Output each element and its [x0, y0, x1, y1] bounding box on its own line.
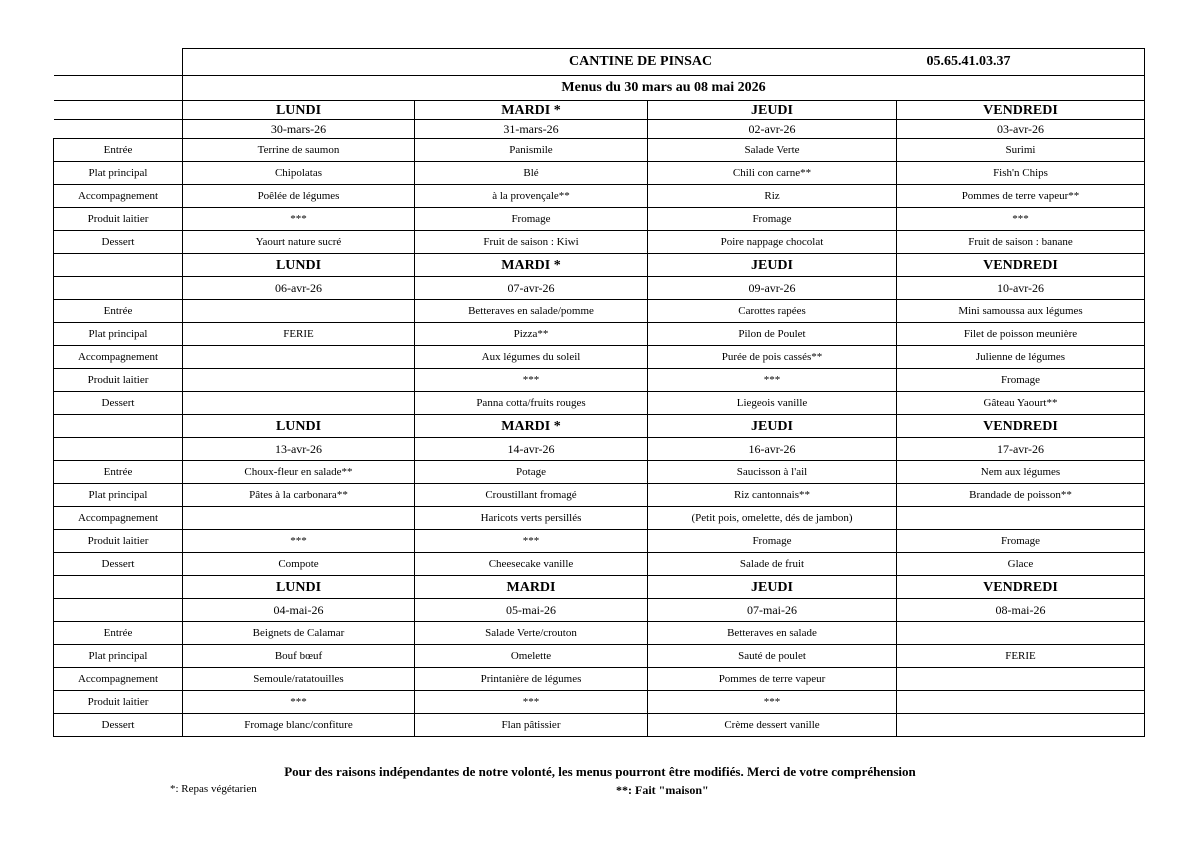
date-cell: 08-mai-26	[897, 599, 1145, 622]
course-label: Plat principal	[54, 162, 183, 185]
menu-item: Flan pâtissier	[415, 714, 648, 737]
menu-item: Fish'n Chips	[897, 162, 1145, 185]
menu-item	[897, 691, 1145, 714]
course-label: Dessert	[54, 714, 183, 737]
date-cell: 30-mars-26	[183, 120, 415, 139]
course-label: Entrée	[54, 622, 183, 645]
menu-item: Semoule/ratatouilles	[183, 668, 415, 691]
menu-row	[54, 507, 1145, 530]
date-label	[54, 120, 183, 139]
menu-item: Crème dessert vanille	[648, 714, 897, 737]
menu-period: Menus du 30 mars au 08 mai 2026	[183, 76, 1145, 101]
menu-item: Beignets de Calamar	[183, 622, 415, 645]
menu-item: Poêlée de légumes	[183, 185, 415, 208]
menu-item: Pizza**	[415, 323, 648, 346]
menu-item	[897, 668, 1145, 691]
menu-item: Chili con carne**	[648, 162, 897, 185]
menu-item: Saucisson à l'ail	[648, 461, 897, 484]
menu-item: à la provençale**	[415, 185, 648, 208]
menu-item: FERIE	[183, 323, 415, 346]
menu-item: Cheesecake vanille	[415, 553, 648, 576]
day-header-row	[54, 576, 1145, 599]
course-label: Entrée	[54, 461, 183, 484]
menu-row	[54, 645, 1145, 668]
menu-row	[54, 714, 1145, 737]
day-header-label	[54, 101, 183, 120]
menu-item	[897, 714, 1145, 737]
menu-item: Betteraves en salade	[648, 622, 897, 645]
menu-row	[54, 691, 1145, 714]
menu-item: Potage	[415, 461, 648, 484]
date-cell: 05-mai-26	[415, 599, 648, 622]
day-name: JEUDI	[648, 576, 897, 599]
menu-item: Pilon de Poulet	[648, 323, 897, 346]
menu-item: Fromage blanc/confiture	[183, 714, 415, 737]
date-row	[54, 599, 1145, 622]
header-row	[54, 49, 1145, 76]
menu-item: Omelette	[415, 645, 648, 668]
menu-item: Fromage	[897, 530, 1145, 553]
menu-item: (Petit pois, omelette, dés de jambon)	[648, 507, 897, 530]
menu-item: ***	[648, 691, 897, 714]
day-header-row	[54, 101, 1145, 120]
menu-item: ***	[183, 530, 415, 553]
day-name: JEUDI	[648, 254, 897, 277]
menu-item: ***	[183, 691, 415, 714]
course-label: Dessert	[54, 553, 183, 576]
menu-item: Riz	[648, 185, 897, 208]
menu-item: Purée de pois cassés**	[648, 346, 897, 369]
day-name: LUNDI	[183, 254, 415, 277]
day-name: JEUDI	[648, 415, 897, 438]
menu-item: Fromage	[648, 530, 897, 553]
course-label: Entrée	[54, 139, 183, 162]
menu-item: ***	[415, 530, 648, 553]
menu-item: Gâteau Yaourt**	[897, 392, 1145, 415]
day-name: LUNDI	[183, 576, 415, 599]
menu-item: Printanière de légumes	[415, 668, 648, 691]
course-label: Dessert	[54, 231, 183, 254]
menu-item: Panna cotta/fruits rouges	[415, 392, 648, 415]
menu-item: Betteraves en salade/pomme	[415, 300, 648, 323]
day-header-row	[54, 254, 1145, 277]
corner-cell	[54, 76, 183, 101]
menu-item: Fruit de saison : banane	[897, 231, 1145, 254]
menu-item: Yaourt nature sucré	[183, 231, 415, 254]
day-header-label	[54, 576, 183, 599]
course-label: Produit laitier	[54, 691, 183, 714]
course-label: Produit laitier	[54, 369, 183, 392]
date-cell: 04-mai-26	[183, 599, 415, 622]
date-row	[54, 277, 1145, 300]
date-row	[54, 120, 1145, 139]
course-label: Accompagnement	[54, 507, 183, 530]
day-header-label	[54, 415, 183, 438]
day-name: VENDREDI	[897, 576, 1145, 599]
menu-item: Salade Verte/crouton	[415, 622, 648, 645]
legend-vegetarian: *: Repas végétarien	[170, 783, 257, 795]
day-name: MARDI *	[415, 415, 648, 438]
course-label: Produit laitier	[54, 530, 183, 553]
day-header-label	[54, 254, 183, 277]
date-cell: 10-avr-26	[897, 277, 1145, 300]
menu-item	[897, 507, 1145, 530]
menu-item: ***	[415, 369, 648, 392]
date-row	[54, 438, 1145, 461]
course-label: Plat principal	[54, 484, 183, 507]
menu-item: Fromage	[897, 369, 1145, 392]
menu-row	[54, 392, 1145, 415]
menu-row	[54, 346, 1145, 369]
menu-item: Pommes de terre vapeur**	[897, 185, 1145, 208]
menu-item: Nem aux légumes	[897, 461, 1145, 484]
menu-item: Choux-fleur en salade**	[183, 461, 415, 484]
day-name: JEUDI	[648, 101, 897, 120]
menu-row	[54, 185, 1145, 208]
menu-item: Liegeois vanille	[648, 392, 897, 415]
menu-item: Pâtes à la carbonara**	[183, 484, 415, 507]
menu-item: Haricots verts persillés	[415, 507, 648, 530]
date-cell: 07-avr-26	[415, 277, 648, 300]
menu-item: ***	[648, 369, 897, 392]
subtitle-row	[54, 76, 1145, 101]
menu-item	[183, 369, 415, 392]
menu-item: Blé	[415, 162, 648, 185]
menu-item: Riz cantonnais**	[648, 484, 897, 507]
menu-item: Mini samoussa aux légumes	[897, 300, 1145, 323]
canteen-title: CANTINE DE PINSAC	[183, 49, 897, 76]
date-cell: 14-avr-26	[415, 438, 648, 461]
menu-item: FERIE	[897, 645, 1145, 668]
menu-row	[54, 300, 1145, 323]
menu-row	[54, 162, 1145, 185]
menu-item: Sauté de poulet	[648, 645, 897, 668]
legend-homemade: **: Fait "maison"	[616, 783, 709, 797]
menu-row	[54, 369, 1145, 392]
course-label: Plat principal	[54, 323, 183, 346]
date-label	[54, 277, 183, 300]
menu-item: ***	[897, 208, 1145, 231]
date-cell: 13-avr-26	[183, 438, 415, 461]
menu-row	[54, 553, 1145, 576]
menu-item: Fruit de saison : Kiwi	[415, 231, 648, 254]
day-name: MARDI *	[415, 101, 648, 120]
day-name: LUNDI	[183, 415, 415, 438]
menu-item	[183, 392, 415, 415]
date-label	[54, 438, 183, 461]
day-name: VENDREDI	[897, 101, 1145, 120]
menu-item: Salade Verte	[648, 139, 897, 162]
menu-item: Glace	[897, 553, 1145, 576]
menu-item: Carottes rapées	[648, 300, 897, 323]
footer-notice: Pour des raisons indépendantes de notre volonté, les menus pourront être modifiés. Merci de votre compréhension	[284, 764, 916, 779]
menu-item	[183, 507, 415, 530]
menu-row	[54, 622, 1145, 645]
menu-item: Julienne de légumes	[897, 346, 1145, 369]
menu-item: Terrine de saumon	[183, 139, 415, 162]
menu-item: Poire nappage chocolat	[648, 231, 897, 254]
date-cell: 06-avr-26	[183, 277, 415, 300]
menu-item: Compote	[183, 553, 415, 576]
menu-item: Brandade de poisson**	[897, 484, 1145, 507]
menu-item: Bouf bœuf	[183, 645, 415, 668]
date-cell: 31-mars-26	[415, 120, 648, 139]
menu-row	[54, 231, 1145, 254]
menu-table	[53, 48, 1145, 737]
menu-row	[54, 530, 1145, 553]
menu-item: Croustillant fromagé	[415, 484, 648, 507]
day-header-row	[54, 415, 1145, 438]
menu-item: Panismile	[415, 139, 648, 162]
menu-row	[54, 484, 1145, 507]
date-cell: 03-avr-26	[897, 120, 1145, 139]
date-cell: 16-avr-26	[648, 438, 897, 461]
menu-item: Aux légumes du soleil	[415, 346, 648, 369]
menu-row	[54, 139, 1145, 162]
corner-cell	[54, 49, 183, 76]
course-label: Accompagnement	[54, 668, 183, 691]
menu-item: Fromage	[415, 208, 648, 231]
day-name: VENDREDI	[897, 415, 1145, 438]
menu-item	[183, 300, 415, 323]
day-name: LUNDI	[183, 101, 415, 120]
date-cell: 07-mai-26	[648, 599, 897, 622]
day-name: VENDREDI	[897, 254, 1145, 277]
date-label	[54, 599, 183, 622]
menu-item: ***	[183, 208, 415, 231]
course-label: Accompagnement	[54, 346, 183, 369]
menu-item: Fromage	[648, 208, 897, 231]
course-label: Dessert	[54, 392, 183, 415]
menu-item: Chipolatas	[183, 162, 415, 185]
phone-number: 05.65.41.03.37	[897, 49, 1145, 76]
course-label: Produit laitier	[54, 208, 183, 231]
menu-item: Salade de fruit	[648, 553, 897, 576]
date-cell: 17-avr-26	[897, 438, 1145, 461]
date-cell: 09-avr-26	[648, 277, 897, 300]
menu-item: Surimi	[897, 139, 1145, 162]
day-name: MARDI	[415, 576, 648, 599]
course-label: Accompagnement	[54, 185, 183, 208]
menu-item: Pommes de terre vapeur	[648, 668, 897, 691]
menu-item	[897, 622, 1145, 645]
menu-row	[54, 323, 1145, 346]
course-label: Plat principal	[54, 645, 183, 668]
menu-item: ***	[415, 691, 648, 714]
menu-row	[54, 208, 1145, 231]
course-label: Entrée	[54, 300, 183, 323]
menu-item: Filet de poisson meunière	[897, 323, 1145, 346]
menu-item	[183, 346, 415, 369]
menu-row	[54, 668, 1145, 691]
day-name: MARDI *	[415, 254, 648, 277]
menu-row	[54, 461, 1145, 484]
date-cell: 02-avr-26	[648, 120, 897, 139]
